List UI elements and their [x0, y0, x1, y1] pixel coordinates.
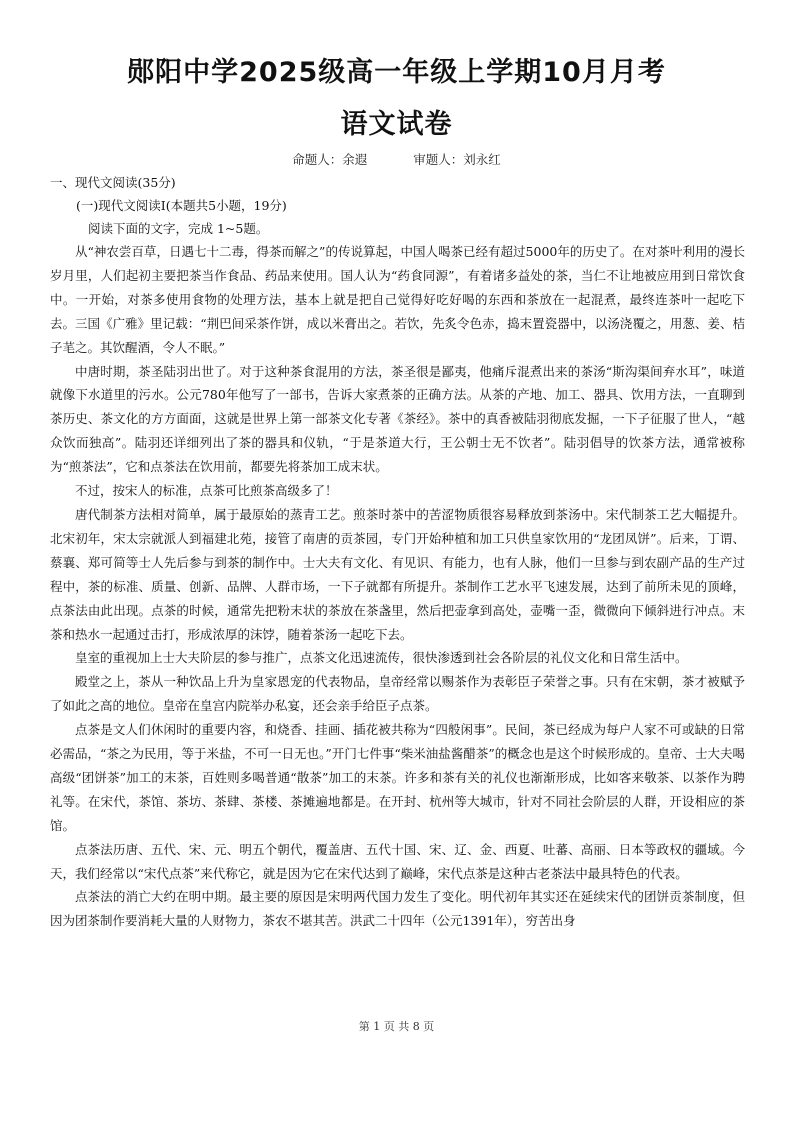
passage-body	[50, 240, 745, 933]
passage-paragraph: 点茶是文人们休闲时的重要内容，和烧香、挂画、插花被共称为“四般闲事”。民间，茶已经成为每户人家不可或缺的日常必需品，“茶之为民用，等于米盐，不可一日无也。”开门七件事“柴米油盐酱醋茶”的概念也是这个时候形成的。皇帝、士大夫喝高级“团饼茶”加工的末茶，百姓则多喝普通“散茶”加工的末茶。许多和茶有关的礼仪也渐渐形成，比如客来敬茶、以茶作为聘礼等。在宋代，茶馆、茶坊、茶肆、茶楼、茶摊遍地都是。在开封、杭州等大城市，针对不同社会阶层的人群，开设相应的茶馆。	[50, 722, 745, 833]
passage-paragraph: 点茶法的消亡大约在明中期。最主要的原因是宋明两代国力发生了变化。明代初年其实还在延续宋代的团饼贡茶制度，但因为团茶制作要消耗大量的人财物力，茶农不堪其苦。洪武二十四年（公元1391年），穷苦出身	[50, 889, 745, 929]
passage-paragraph: 中唐时期，茶圣陆羽出世了。对于这种茶食混用的方法，茶圣很是鄙夷，他痛斥混煮出来的茶汤“斯沟渠间弃水耳”，味道就像下水道里的污水。公元780年他写了一部书，告诉大家煮茶的正确方法。从茶的产地、加工、器具、饮用方法，一直聊到茶历史、茶文化的方方面面，这就是世界上第一部茶文化专著《茶经》。茶中的真香被陆羽彻底发掘，一下子征服了世人，“越众饮而独高”。陆羽还详细列出了茶的器具和仪轨，“于是茶道大行，王公朝士无不饮者”。陆羽倡导的饮茶方法，通常被称为“煎茶法”，它和点茶法在饮用前，都要先将茶加工成末状。	[50, 363, 745, 475]
passage-paragraph: 点茶法历唐、五代、宋、元、明五个朝代，覆盖唐、五代十国、宋、辽、金、西夏、吐蕃、高丽、日本等政权的疆域。今天，我们经常以“宋代点茶”来代称它，就是因为它在宋代达到了巅峰，宋代点茶是这种古老茶法中最具特色的代表。	[50, 841, 745, 881]
passage-paragraph: 唐代制茶方法相对简单，属于最原始的蒸青工艺。煎茶时茶中的苦涩物质很容易释放到茶汤中。宋代制茶工艺大幅提升。北宋初年，宋太宗就派人到福建北苑，接管了南唐的贡茶园，专门开始种植和加工只供皇家饮用的“龙团凤饼”。后来，丁谓、蔡襄、郑可简等士人先后参与到茶的制作中。士大夫有文化、有见识、有能力，也有人脉，他们一旦参与到农副产品的生产过程中，茶的标准、质量、创新、品牌、人群市场，一下子就都有所提升。茶制作工艺水平飞速发展，达到了前所未见的顶峰，点茶法由此出现。点茶的时候，通常先把粉末状的茶放在茶盏里，然后把壶拿到高处，壶嘴一歪，微微向下倾斜进行冲点。末茶和热水一起通过击打，形成浓厚的沫饽，随着茶汤一起吃下去。	[50, 506, 745, 642]
passage-paragraph: 不过，按宋人的标准，点茶可比煎茶高级多了！	[75, 483, 338, 499]
passage-paragraph: 皇室的重视加上士大夫阶层的参与推广，点茶文化迅速流传，很快渗透到社会各阶层的礼仪文化和日常生活中。	[75, 650, 688, 666]
reading-instruction: 阅读下面的文字，完成 1~5题。	[88, 221, 269, 236]
exam-subtitle: 语文试卷	[340, 109, 453, 140]
passage-paragraph: 从“神农尝百草，日遇七十二毒，得茶而解之”的传说算起，中国人喝茶已经有超过5000年的历史了。在对茶叶利用的漫长岁月里，人们起初主要把茶当作食品、药品来使用。国人认为“药食同源”，有着诸多益处的茶，当仁不让地被应用到日常饮食中。一开始，对茶多使用食物的处理方法，基本上就是把自己觉得好吃好喝的东西和茶放在一起混煮，最终连茶叶一起吃下去。三国《广雅》里记载：“荆巴间采茶作饼，成以米膏出之。若饮，先炙令色赤，捣末置瓷器中，以汤浇覆之，用葱、姜、桔子芼之。其饮醒酒，令人不眠。”	[50, 244, 745, 355]
section-subheading: (一)现代文阅读Ⅰ(本题共5小题，19分)	[76, 198, 287, 213]
exam-title: 郧阳中学2025级高一年级上学期10月月考	[127, 57, 666, 88]
section-heading: 一、现代文阅读(35分)	[50, 175, 176, 190]
reviewer-name: 审题人：刘永红	[413, 152, 501, 167]
page-footer: 第 1 页 共 8 页	[358, 1020, 435, 1033]
setter-name: 命题人：余遐	[292, 152, 368, 167]
passage-paragraph: 殿堂之上，茶从一种饮品上升为皇家恩宠的代表物品，皇帝经常以赐茶作为表彰臣子荣誉之事。只有在宋朝，茶才被赋予了如此之高的地位。皇帝在皇宫内院举办私宴，还会亲手给臣子点茶。	[50, 674, 745, 714]
author-line	[0, 150, 793, 168]
